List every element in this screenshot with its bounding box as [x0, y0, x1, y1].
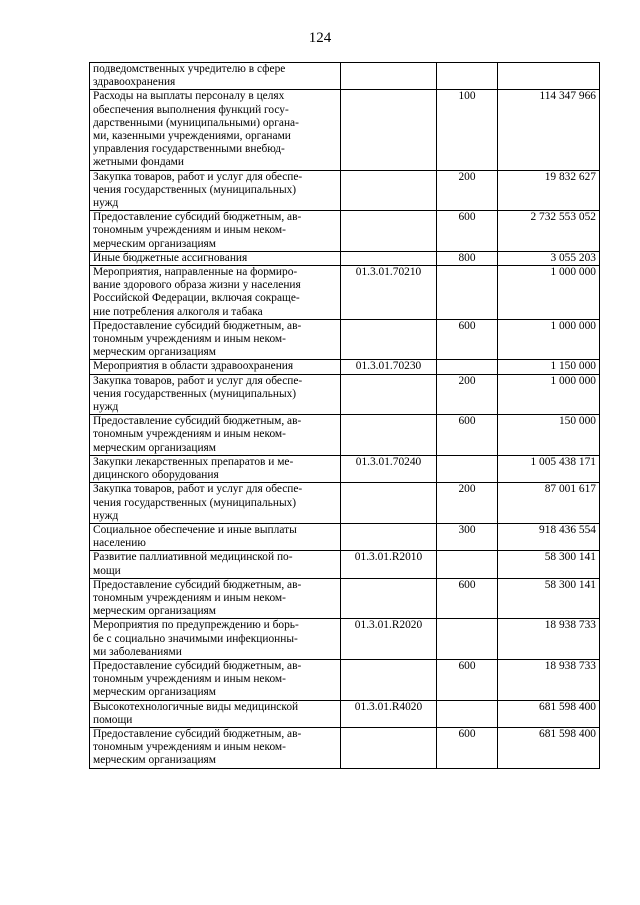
amount-cell: 87 001 617	[498, 483, 600, 524]
expense-type-cell	[437, 360, 498, 374]
expense-name-line: мощи	[93, 564, 121, 577]
expense-name-line: Предоставление субсидий бюджетным, ав-	[93, 211, 302, 224]
expense-name-line: мерческим организациям	[93, 237, 216, 250]
target-article-code-cell	[341, 415, 437, 456]
expense-name-line: Мероприятия в области здравоохранения	[93, 360, 294, 373]
expense-name-line: Расходы на выплаты персоналу в целях	[93, 90, 285, 103]
expense-name-line: тономным учреждениям и иным неком-	[93, 591, 286, 604]
table-row	[90, 619, 600, 660]
expense-name-cell	[90, 523, 341, 550]
expense-type-cell	[437, 700, 498, 727]
expense-name-line: вание здорового образа жизни у населения	[93, 279, 301, 292]
target-article-code-cell	[341, 659, 437, 700]
expense-name-cell	[90, 251, 341, 265]
expense-name-line: Закупка товаров, работ и услуг для обеспе-	[93, 170, 303, 183]
target-article-code-cell	[341, 727, 437, 768]
expense-name-line: чения государственных (муниципальных)	[93, 183, 297, 196]
expense-name-line: Предоставление субсидий бюджетным, ав-	[93, 415, 302, 428]
expense-name-cell	[90, 619, 341, 660]
expense-type-cell: 600	[437, 415, 498, 456]
table-row	[90, 523, 600, 550]
table-row	[90, 483, 600, 524]
expense-name-line: жетными фондами	[93, 156, 184, 169]
expense-name-cell	[90, 727, 341, 768]
expense-type-cell	[437, 455, 498, 482]
target-article-code-cell: 01.3.01.70230	[341, 360, 437, 374]
table-row	[90, 266, 600, 320]
expense-name-line: управления государственными внебюд-	[93, 143, 285, 156]
expense-name-cell	[90, 170, 341, 211]
table-row	[90, 455, 600, 482]
expense-type-cell: 600	[437, 659, 498, 700]
expense-name-line: нужд	[93, 401, 119, 414]
expense-type-cell: 600	[437, 319, 498, 360]
expense-name-cell	[90, 483, 341, 524]
target-article-code-cell	[341, 251, 437, 265]
expense-name-cell	[90, 90, 341, 170]
expense-name-line: мерческим организациям	[93, 346, 216, 359]
expense-type-cell	[437, 619, 498, 660]
expense-name-line: мерческим организациям	[93, 605, 216, 618]
expense-type-cell: 600	[437, 211, 498, 252]
target-article-code-cell	[341, 374, 437, 415]
expense-type-cell: 600	[437, 727, 498, 768]
expense-type-cell	[437, 63, 498, 90]
expense-type-cell: 200	[437, 170, 498, 211]
amount-cell: 19 832 627	[498, 170, 600, 211]
expense-name-line: нужд	[93, 197, 119, 210]
expense-name-line: мерческим организациям	[93, 441, 216, 454]
target-article-code-cell	[341, 523, 437, 550]
target-article-code-cell	[341, 319, 437, 360]
amount-cell	[498, 63, 600, 90]
amount-cell: 1 000 000	[498, 319, 600, 360]
expense-name-line: Социальное обеспечение и иные выплаты	[93, 523, 297, 536]
expense-name-line: мерческим организациям	[93, 686, 216, 699]
table-row	[90, 360, 600, 374]
target-article-code-cell: 01.3.01.70240	[341, 455, 437, 482]
amount-cell: 1 000 000	[498, 374, 600, 415]
expense-name-line: нужд	[93, 509, 119, 522]
expense-name-line: тономным учреждениям и иным неком-	[93, 741, 286, 754]
expense-name-line: Предоставление субсидий бюджетным, ав-	[93, 659, 302, 672]
expense-name-line: Предоставление субсидий бюджетным, ав-	[93, 319, 302, 332]
expense-name-line: ми, казенными учреждениями, органами	[93, 130, 291, 143]
expense-name-cell	[90, 415, 341, 456]
expense-name-line: Закупка товаров, работ и услуг для обеспе-	[93, 483, 303, 496]
expense-name-line: бе с социально значимыми инфекционны-	[93, 632, 298, 645]
amount-cell: 3 055 203	[498, 251, 600, 265]
expense-name-line: Мероприятия по предупреждению и борь-	[93, 619, 299, 632]
expense-name-line: дицинского оборудования	[93, 469, 219, 482]
target-article-code-cell	[341, 170, 437, 211]
expense-name-cell	[90, 374, 341, 415]
table-row	[90, 90, 600, 170]
expense-name-cell	[90, 578, 341, 619]
expense-name-line: тономным учреждениям и иным неком-	[93, 333, 286, 346]
expense-name-cell	[90, 700, 341, 727]
amount-cell: 58 300 141	[498, 551, 600, 578]
expense-name-line: Закупки лекарственных препаратов и ме-	[93, 455, 294, 468]
expense-type-cell: 600	[437, 578, 498, 619]
expense-type-cell	[437, 551, 498, 578]
target-article-code-cell	[341, 63, 437, 90]
expense-name-line: Предоставление субсидий бюджетным, ав-	[93, 727, 302, 740]
table-row	[90, 374, 600, 415]
expense-name-line: дарственными (муниципальными) органа-	[93, 116, 299, 129]
expense-name-cell	[90, 551, 341, 578]
target-article-code-cell: 01.3.01.70210	[341, 266, 437, 320]
expense-name-cell	[90, 211, 341, 252]
expense-type-cell: 200	[437, 374, 498, 415]
expense-name-line: чения государственных (муниципальных)	[93, 387, 297, 400]
expense-name-line: тономным учреждениям и иным неком-	[93, 428, 286, 441]
expense-name-cell	[90, 319, 341, 360]
amount-cell: 1 150 000	[498, 360, 600, 374]
target-article-code-cell	[341, 90, 437, 170]
table-row	[90, 700, 600, 727]
table-row	[90, 170, 600, 211]
expense-name-line: Иные бюджетные ассигнования	[93, 251, 248, 264]
amount-cell: 2 732 553 052	[498, 211, 600, 252]
amount-cell: 1 005 438 171	[498, 455, 600, 482]
amount-cell: 681 598 400	[498, 700, 600, 727]
amount-cell: 681 598 400	[498, 727, 600, 768]
expense-name-line: Российской Федерации, включая сокраще-	[93, 292, 300, 305]
table-row	[90, 551, 600, 578]
table-row	[90, 659, 600, 700]
expense-name-line: подведомственных учредителю в сфере	[93, 63, 286, 75]
expense-name-line: Высокотехнологичные виды медицинской	[93, 700, 299, 713]
amount-cell: 18 938 733	[498, 659, 600, 700]
target-article-code-cell: 01.3.01.R2010	[341, 551, 437, 578]
target-article-code-cell	[341, 211, 437, 252]
expense-name-line: тономным учреждениям и иным неком-	[93, 224, 286, 237]
expense-name-line: здравоохранения	[93, 76, 176, 89]
target-article-code-cell	[341, 483, 437, 524]
expense-name-line: мерческим организациям	[93, 754, 216, 767]
amount-cell: 1 000 000	[498, 266, 600, 320]
target-article-code-cell	[341, 578, 437, 619]
expense-name-line: ми заболеваниями	[93, 645, 182, 658]
target-article-code-cell: 01.3.01.R4020	[341, 700, 437, 727]
expense-name-cell	[90, 266, 341, 320]
target-article-code-cell: 01.3.01.R2020	[341, 619, 437, 660]
expense-name-line: тономным учреждениям и иным неком-	[93, 673, 286, 686]
table-row	[90, 211, 600, 252]
expense-type-cell: 100	[437, 90, 498, 170]
table-row	[90, 415, 600, 456]
expense-type-cell	[437, 266, 498, 320]
expense-name-line: Предоставление субсидий бюджетным, ав-	[93, 578, 302, 591]
table-row	[90, 727, 600, 768]
expense-type-cell: 300	[437, 523, 498, 550]
amount-cell: 150 000	[498, 415, 600, 456]
expense-name-cell	[90, 360, 341, 374]
expense-name-line: населению	[93, 537, 146, 550]
table-row	[90, 63, 600, 90]
table-row	[90, 251, 600, 265]
expense-name-line: помощи	[93, 713, 133, 726]
budget-table	[89, 62, 600, 769]
amount-cell: 114 347 966	[498, 90, 600, 170]
expense-name-line: чения государственных (муниципальных)	[93, 496, 297, 509]
expense-name-cell	[90, 455, 341, 482]
expense-name-cell	[90, 63, 341, 90]
table-row	[90, 578, 600, 619]
page-number: 124	[308, 30, 332, 46]
amount-cell: 18 938 733	[498, 619, 600, 660]
budget-table-body	[90, 63, 600, 769]
expense-type-cell: 800	[437, 251, 498, 265]
amount-cell: 918 436 554	[498, 523, 600, 550]
expense-name-line: Закупка товаров, работ и услуг для обеспе-	[93, 374, 303, 387]
amount-cell: 58 300 141	[498, 578, 600, 619]
expense-name-line: Развитие паллиативной медицинской по-	[93, 551, 293, 564]
expense-name-line: обеспечения выполнения функций госу-	[93, 103, 289, 116]
expense-type-cell: 200	[437, 483, 498, 524]
table-row	[90, 319, 600, 360]
expense-name-line: Мероприятия, направленные на формиро-	[93, 266, 298, 279]
expense-name-line: ние потребления алкоголя и табака	[93, 305, 263, 318]
expense-name-cell	[90, 659, 341, 700]
